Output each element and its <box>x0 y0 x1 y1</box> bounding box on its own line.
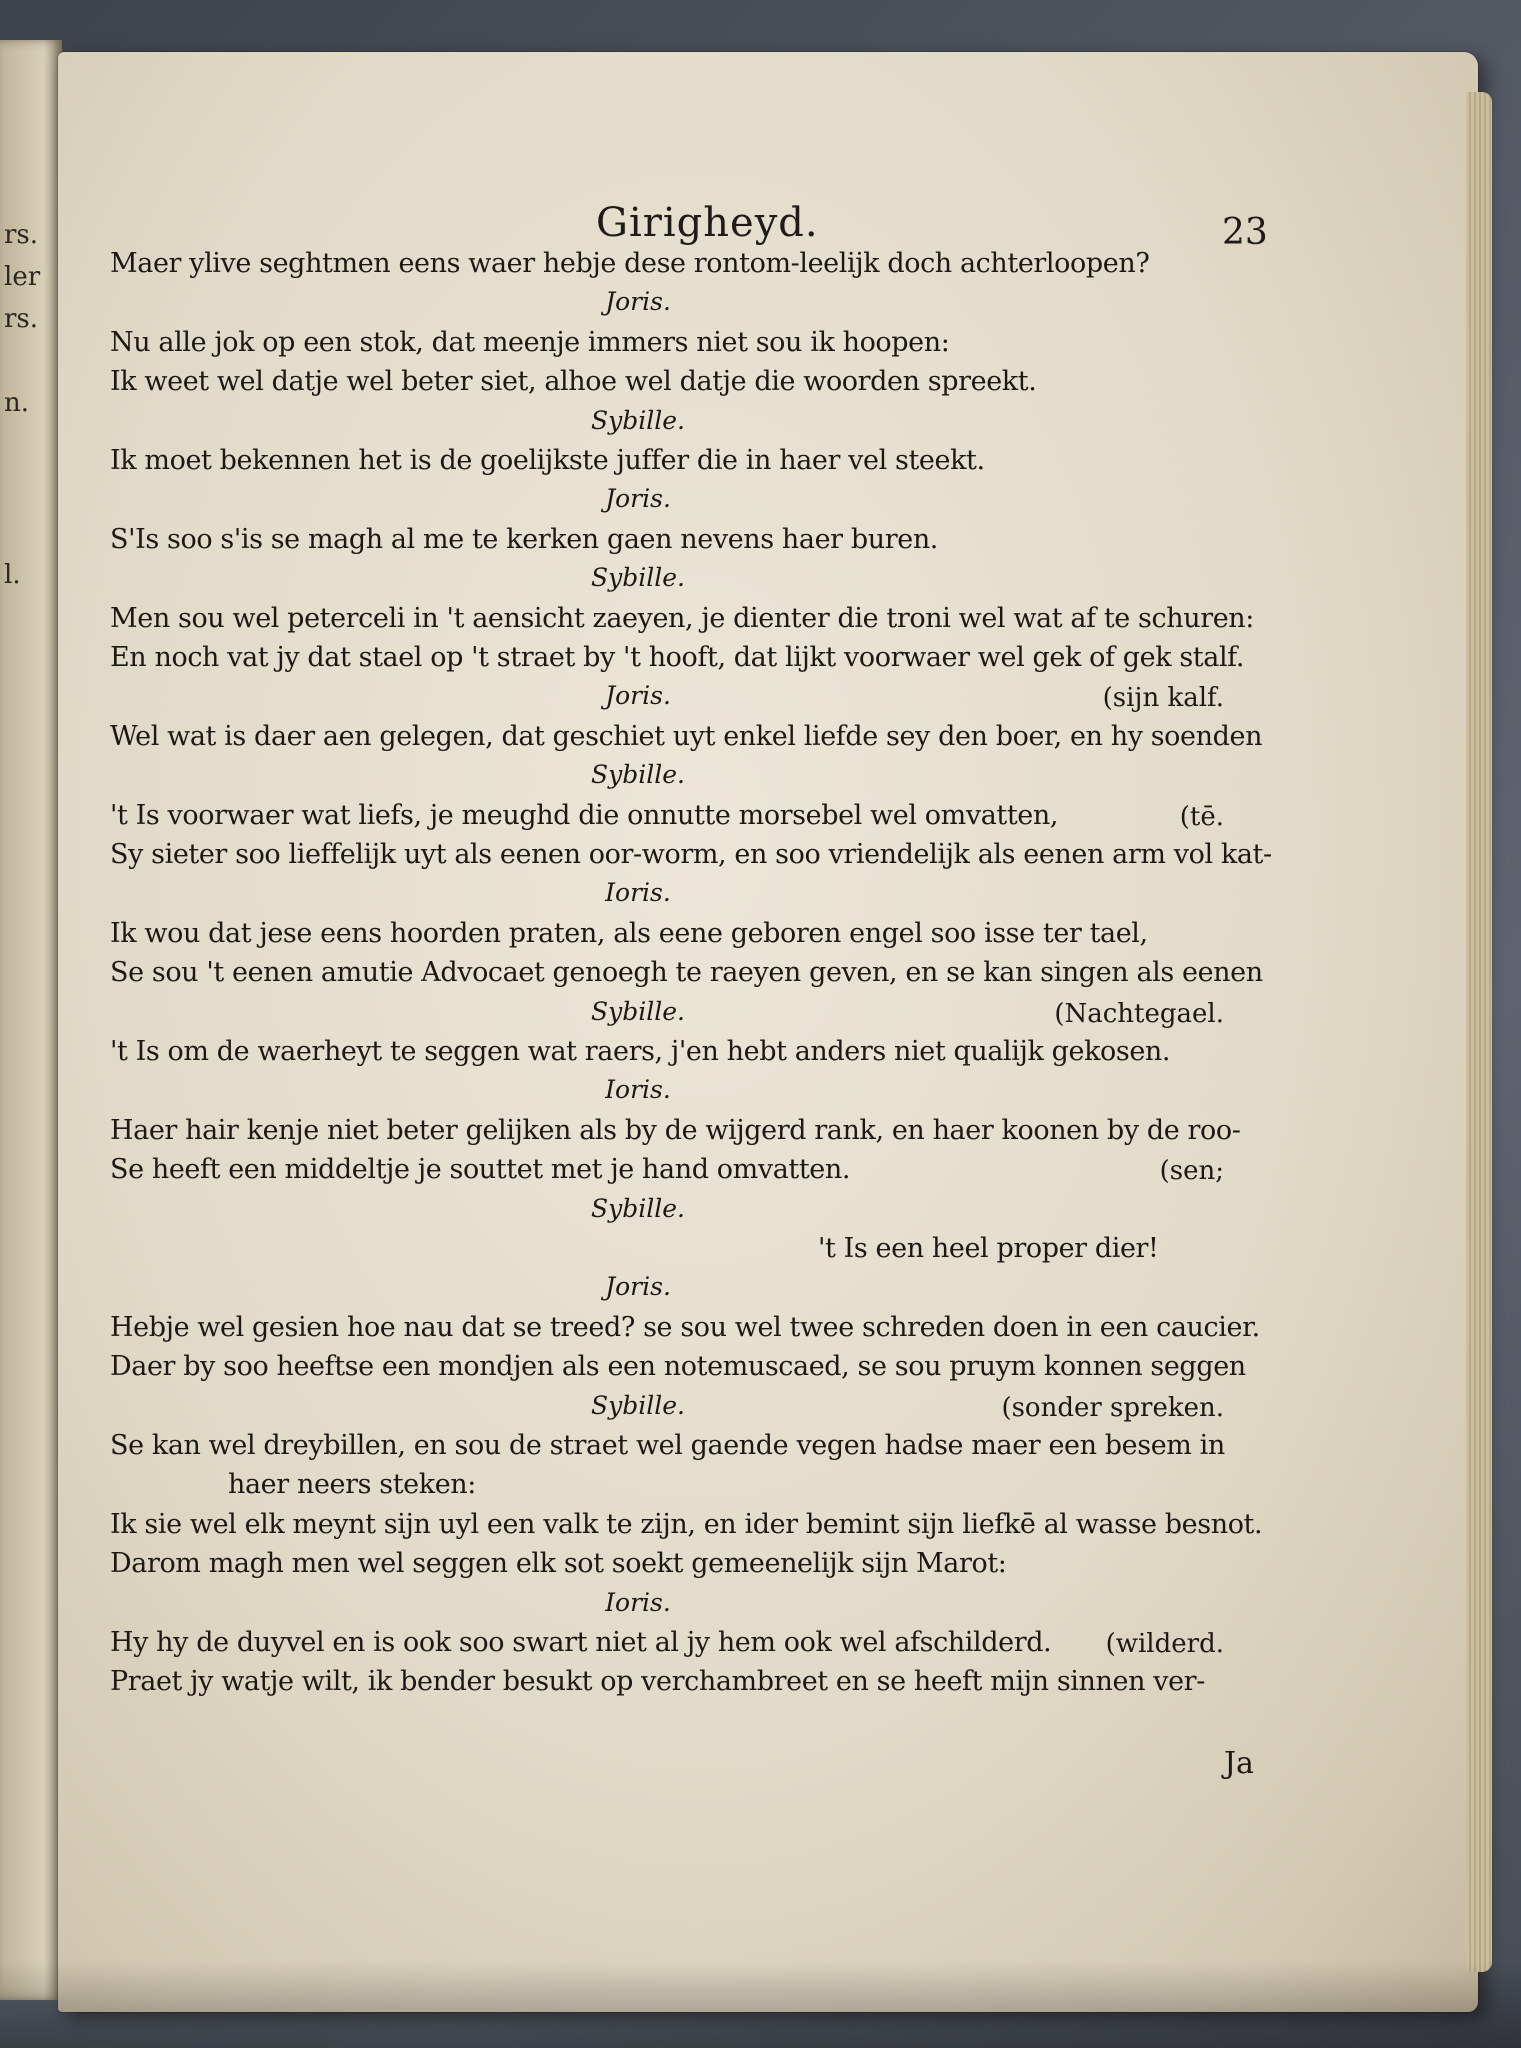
verse-line: Se heeft een middeltje je souttet met je hand omvatten. <box>110 1154 851 1185</box>
verse-line: Haer hair kenje niet beter gelijken als by de wijgerd rank, en haer koonen by de roo- <box>110 1115 1241 1146</box>
verse-line: Wel wat is daer aen gelegen, dat geschiet uyt enkel liefde sey den boer, en hy soenden <box>110 721 1263 752</box>
left-page-fragment: ler <box>4 262 41 292</box>
verse-line: Hebje wel gesien hoe nau dat se treed? se sou wel twee schreden doen in een caucier. <box>110 1312 1260 1343</box>
verse-line: Darom magh men wel seggen elk sot soekt gemeenelijk sijn Marot: <box>110 1548 1007 1579</box>
turnover-word: (tē. <box>1179 802 1224 832</box>
running-head: Girigheyd. <box>596 200 819 246</box>
verse-line: Daer by soo heeftse een mondjen als een notemuscaed, se sou pruym konnen seggen <box>110 1351 1246 1382</box>
turnover-word: (Nachtegael. <box>1054 999 1224 1029</box>
verse-line: haer neers steken: <box>228 1469 476 1500</box>
verse-line: Ik moet bekennen het is de goelijkste juffer die in haer vel steekt. <box>110 445 985 476</box>
left-page-text-fragments <box>0 40 62 2000</box>
speaker-label: Joris. <box>605 1272 671 1301</box>
verse-line: En noch vat jy dat stael op 't straet by 't hooft, dat lijkt voorwaer wel gek of gek stalf. <box>110 642 1245 673</box>
speaker-label: Sybille. <box>591 760 685 789</box>
speaker-label: Ioris. <box>605 878 671 907</box>
speaker-label: Sybille. <box>591 1194 685 1223</box>
speaker-label: Sybille. <box>591 406 685 435</box>
page-text-block <box>58 52 1478 2012</box>
verse-line: Se kan wel dreybillen, en sou de straet wel gaende vegen hadse maer een besem in <box>110 1430 1225 1461</box>
verse-line: Nu alle jok op een stok, dat meenje immers niet sou ik hoopen: <box>110 327 950 358</box>
verse-line: Ik wou dat jese eens hoorden praten, als eene geboren engel soo isse ter tael, <box>110 918 1148 949</box>
verse-line: Ik weet wel datje wel beter siet, alhoe wel datje die woorden spreekt. <box>110 366 1037 397</box>
speaker-label: Joris. <box>605 287 671 316</box>
verse-line: 't Is voorwaer wat liefs, je meughd die onnutte morsebel wel omvatten, <box>110 800 1059 831</box>
verse-line: 't Is een heel proper dier! <box>818 1233 1159 1264</box>
left-page-fragment: l. <box>4 560 21 590</box>
page-number: 23 <box>1222 212 1268 253</box>
speaker-label: Ioris. <box>605 1075 671 1104</box>
left-page-fragment: rs. <box>4 304 39 334</box>
verse-line: Ik sie wel elk meynt sijn uyl een valk te zijn, en ider bemint sijn liefkē al wasse besnot. <box>110 1509 1263 1540</box>
verse-line: Maer ylive seghtmen eens waer hebje dese rontom-leelijk doch achterloopen? <box>110 248 1150 279</box>
speaker-label: Sybille. <box>591 997 685 1026</box>
catchword: Ja <box>1224 1746 1254 1781</box>
turnover-word: (sen; <box>1159 1156 1224 1186</box>
book-page <box>58 52 1478 2012</box>
bottom-shadow <box>0 1960 1521 2048</box>
speaker-label: Joris. <box>605 681 671 710</box>
left-page-fragment: n. <box>4 388 30 418</box>
verse-line: Sy sieter soo lieffelijk uyt als eenen oor-worm, en soo vriendelijk als eenen arm vol kat- <box>110 839 1272 870</box>
speaker-label: Joris. <box>605 484 671 513</box>
verse-line: Men sou wel peterceli in 't aensicht zaeyen, je dienter die troni wel wat af te schuren: <box>110 603 1254 634</box>
verse-line: Se sou 't eenen amutie Advocaet genoegh te raeyen geven, en se kan singen als eenen <box>110 957 1263 988</box>
left-page-fragment: rs. <box>4 220 39 250</box>
verse-line: S'Is soo s'is se magh al me te kerken gaen nevens haer buren. <box>110 524 938 555</box>
turnover-word: (wilderd. <box>1105 1629 1224 1659</box>
speaker-label: Sybille. <box>591 1391 685 1420</box>
left-facing-page-edge <box>0 40 62 2000</box>
speaker-label: Sybille. <box>591 563 685 592</box>
verse-line: Hy hy de duyvel en is ook soo swart niet al jy hem ook wel afschilderd. <box>110 1627 1052 1658</box>
speaker-label: Ioris. <box>605 1588 671 1617</box>
verse-line: 't Is om de waerheyt te seggen wat raers, j'en hebt anders niet qualijk gekosen. <box>110 1036 1171 1067</box>
turnover-word: (sijn kalf. <box>1102 683 1224 713</box>
verse-line: Praet jy watje wilt, ik bender besukt op verchambreet en se heeft mijn sinnen ver- <box>110 1666 1205 1697</box>
turnover-word: (sonder spreken. <box>1001 1393 1224 1423</box>
